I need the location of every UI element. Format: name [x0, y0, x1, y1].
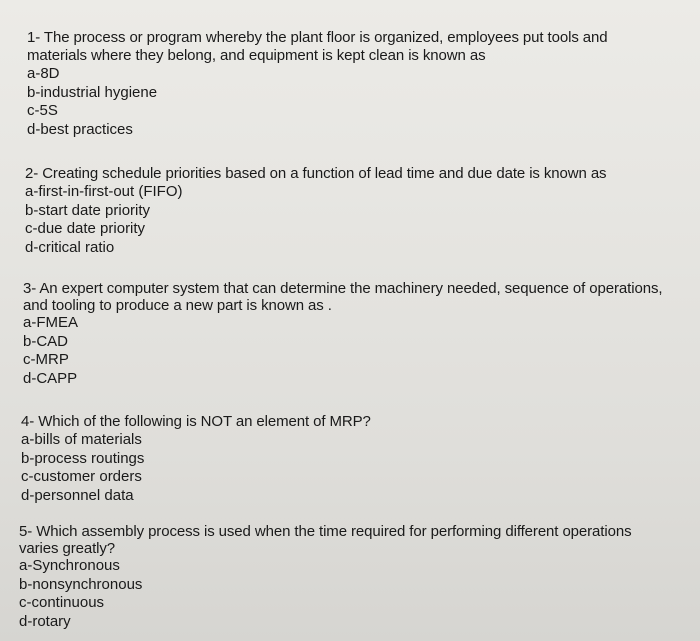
option-b: b-industrial hygiene [27, 83, 158, 101]
question-2 [25, 165, 665, 257]
option-a: a-Synchronous [19, 557, 120, 574]
question-4 [21, 413, 661, 505]
answer-options [19, 557, 659, 631]
option-b: b-start date priority [25, 201, 151, 219]
option-a: a-first-in-first-out (FIFO) [25, 183, 183, 200]
answer-options [23, 314, 663, 388]
option-a: a-8D [27, 65, 60, 82]
answer-options [25, 183, 665, 257]
question-1 [27, 29, 667, 139]
question-text: 5- Which assembly process is used when the time required for performing different operations varies greatly? [19, 523, 632, 557]
question-text: 2- Creating schedule priorities based on a function of lead time and due date is known as [25, 165, 607, 182]
option-b: b-process routings [21, 449, 145, 467]
answer-options [27, 65, 667, 139]
question-text: 3- An expert computer system that can determine the machinery needed, sequence of operations, and tooling to produce a new part is known as . [23, 280, 663, 314]
option-d: d-CAPP [23, 369, 78, 387]
answer-options [21, 431, 661, 505]
option-c: c-customer orders [21, 468, 142, 485]
option-a: a-FMEA [23, 314, 79, 331]
option-c: c-MRP [23, 351, 69, 368]
option-c: c-continuous [19, 594, 105, 611]
option-d: d-best practices [27, 120, 133, 138]
option-d: d-personnel data [21, 486, 134, 504]
option-c: c-due date priority [25, 220, 146, 237]
option-d: d-critical ratio [25, 238, 115, 256]
question-text: 1- The process or program whereby the plant floor is organized, employees put tools and materials where they belong, and equipment is kept clean is known as [27, 29, 608, 64]
question-text: 4- Which of the following is NOT an element of MRP? [21, 413, 371, 430]
option-b: b-nonsynchronous [19, 575, 143, 593]
question-3 [23, 280, 663, 388]
option-b: b-CAD [23, 332, 69, 350]
option-d: d-rotary [19, 612, 71, 630]
option-c: c-5S [27, 102, 58, 119]
question-5 [19, 523, 659, 631]
option-a: a-bills of materials [21, 431, 142, 448]
